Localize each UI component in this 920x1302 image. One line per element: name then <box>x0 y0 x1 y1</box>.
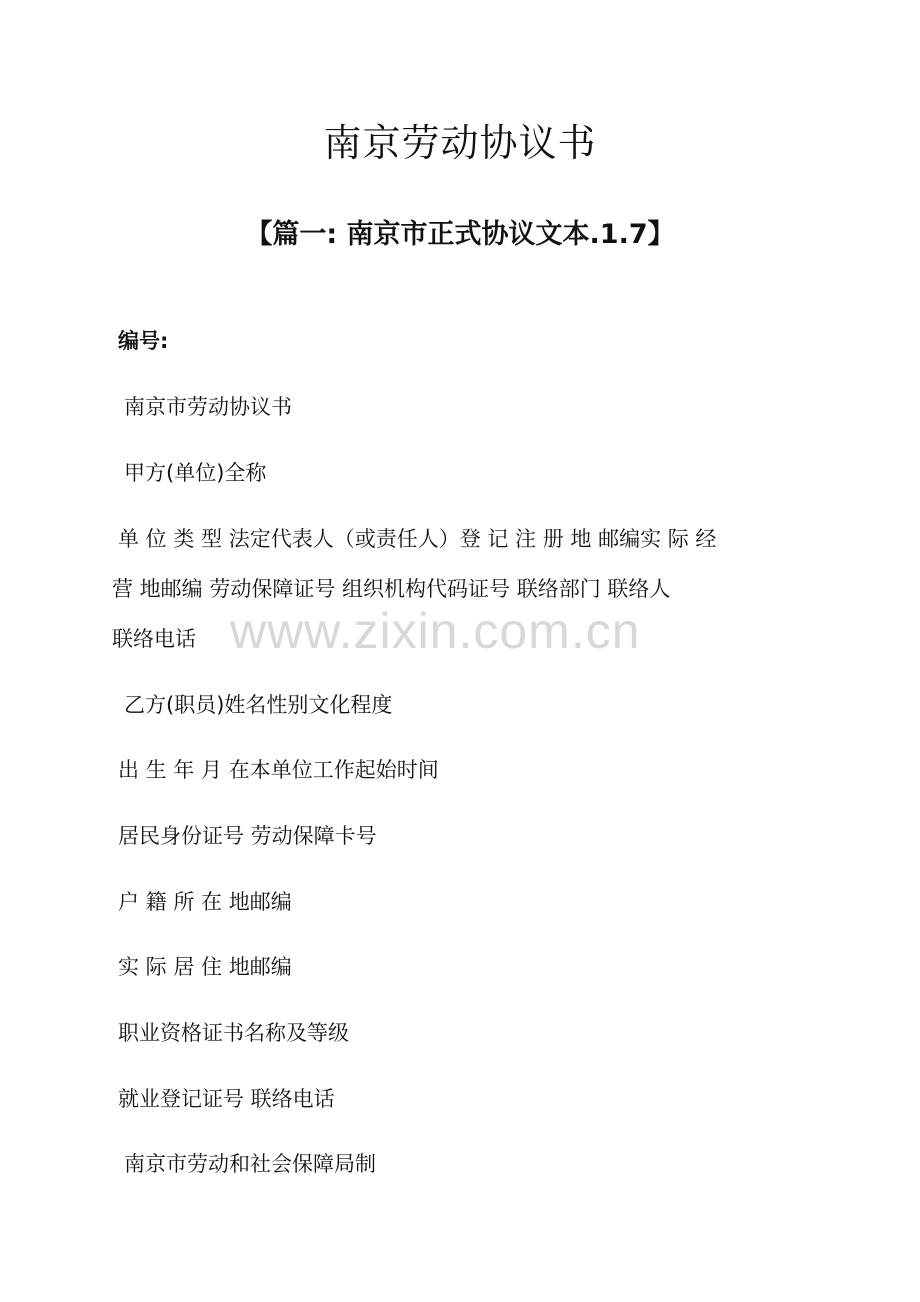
residence-address-label: 实 际 居 住 地邮编 <box>118 955 292 979</box>
watermark: www.zixin.com.cn <box>230 603 641 659</box>
party-a-details-line-3: 联络电话 <box>112 627 196 651</box>
party-a-details-line-2: 营 地邮编 劳动保障证号 组织机构代码证号 联络部门 联络人 <box>112 577 671 601</box>
hukou-address-label: 户 籍 所 在 地邮编 <box>118 890 292 914</box>
contract-number-label: 编号: <box>118 329 169 353</box>
id-card-label: 居民身份证号 劳动保障卡号 <box>118 824 377 848</box>
party-a-details-line-1: 单 位 类 型 法定代表人（或责任人）登 记 注 册 地 邮编实 际 经 <box>118 527 717 551</box>
employment-registration-label: 就业登记证号 联络电话 <box>118 1087 335 1111</box>
issuer-label: 南京市劳动和社会保障局制 <box>124 1152 376 1176</box>
party-a-full-name-label: 甲方(单位)全称 <box>124 461 267 485</box>
document-title: 南京劳动协议书 <box>323 121 597 165</box>
qualification-label: 职业资格证书名称及等级 <box>118 1021 349 1045</box>
contract-name: 南京市劳动协议书 <box>124 395 292 419</box>
party-b-info-label: 乙方(职员)姓名性别文化程度 <box>124 693 393 717</box>
document-subtitle: 【篇一: 南京市正式协议文本.1.7】 <box>245 219 675 250</box>
birth-date-label: 出 生 年 月 在本单位工作起始时间 <box>118 758 439 782</box>
